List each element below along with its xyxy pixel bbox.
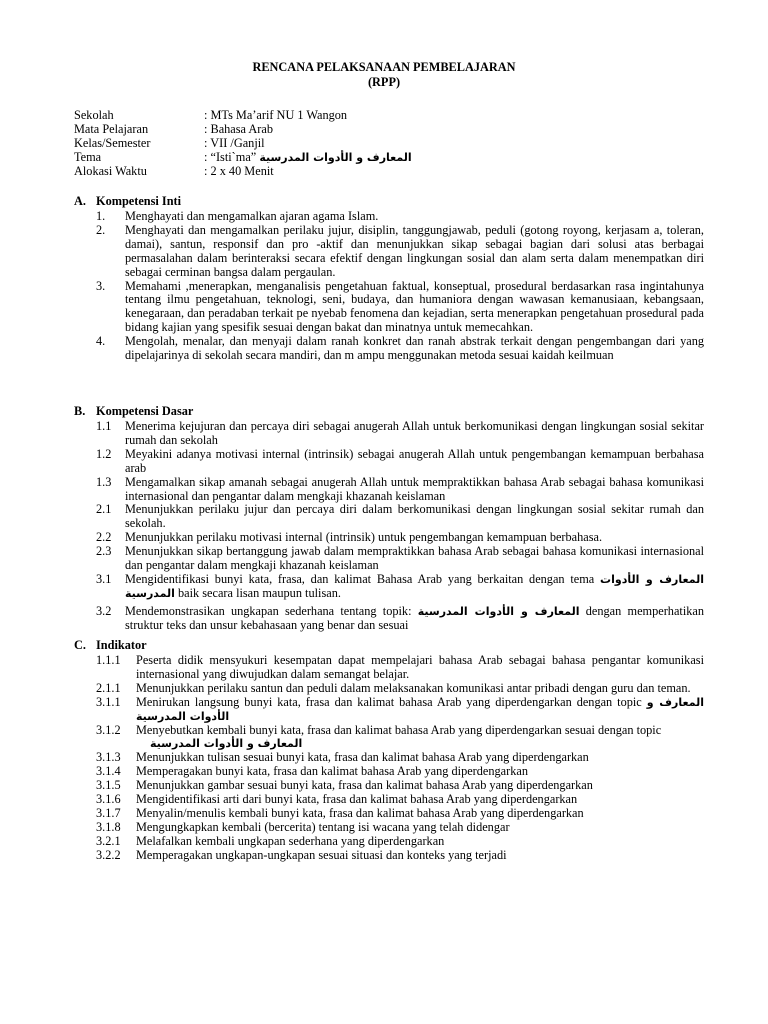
list-item: 1.1 Menerima kejujuran dan percaya diri sebagai anugerah Allah untuk berkomunikasi dengan lingkungan sosial sekitar rumah dan sekolah (96, 419, 704, 447)
arabic-theme-text: المعارف و الأدوات المدرسية (125, 572, 705, 600)
identity-value: : Bahasa Arab (204, 122, 273, 136)
list-item: 1.2 Meyakini adanya motivasi internal (intrinsik) sebagai anugerah Allah untuk pengembangan kemampuan berbahasa arab (96, 446, 704, 475)
section-indikator (74, 639, 704, 863)
list-item: 3.1.1 Menirukan langsung bunyi kata, frasa dan kalimat bahasa Arab yang diperdengarkan dengan topic المعارف و الأدوات المدرسية (96, 694, 704, 723)
arabic-theme-text: المعارف و الأدوات المدرسية (417, 604, 580, 618)
identity-value: : “Isti`ma” (204, 150, 257, 164)
list-item: 3.1.2 Menyebutkan kembali bunyi kata, frasa dan kalimat bahasa Arab yang diperdengarkan sesuai dengan topic المعارف و الأدوات المدرسية (96, 722, 662, 751)
arabic-theme-text: المعارف و الأدوات المدرسية (150, 737, 303, 751)
section-heading: C. Indikator (74, 638, 147, 652)
identity-label: Sekolah (74, 108, 114, 122)
list-item: 3.1.5 Menunjukkan gambar sesuai bunyi kata, frasa dan kalimat bahasa Arab yang diperdengarkan (96, 778, 593, 793)
section-kompetensi-inti (74, 195, 704, 363)
arabic-theme-text: المعارف و الأدوات المدرسية (136, 695, 704, 723)
list-item: 1.1.1 Peserta didik mensyukuri kesempatan dapat mempelajari bahasa Arab sebagai bahasa pengantar komunikasi internasional yang diwujudkan dalam semangat belajar. (96, 653, 704, 681)
section-heading: A. Kompetensi Inti (74, 194, 182, 208)
list-item: 1. Menghayati dan mengamalkan ajaran agama Islam. (96, 209, 379, 223)
identity-value: : 2 x 40 Menit (204, 164, 274, 178)
list-item: 3. Memahami ,menerapkan, menganalisis pengetahuan faktual, konseptual, prosedural berdasarkan rasa ingintahunya tentang ilmu pengetahuan, teknologi, seni, budaya, dan humaniora dengan wawasan kemanusiaan, kebangsaan, kenegaraan, dan peradaban terkait pe nyebab fenomena dan kejadian, serta menerapkan pengetahuan prosedural pada bidang kajian yang spesifik sesuai dengan bakat dan minatnya untuk memecahkan. (96, 278, 704, 335)
document-title (0, 61, 768, 91)
identity-label: Mata Pelajaran (74, 122, 149, 136)
list-item: 1.3 Mengamalkan sikap amanah sebagai anugerah Allah untuk mempraktikkan bahasa Arab sebagai bahasa komunikasi internasional dan pengantar dalam mengkaji khazanah keislaman (96, 474, 704, 503)
list-item: 3.1.3 Menunjukkan tulisan sesuai bunyi kata, frasa dan kalimat bahasa Arab yang diperdengarkan (96, 750, 589, 765)
identity-value: : VII /Ganjil (204, 136, 265, 150)
identity-row-school (74, 109, 412, 123)
section-kompetensi-dasar (74, 405, 704, 633)
identity-value: : MTs Ma’arif NU 1 Wangon (204, 108, 348, 122)
title-line-2: (RPP) (367, 75, 401, 89)
list-item: 2.2 Menunjukkan perilaku motivasi internal (intrinsik) untuk pengembangan kemampuan berbahasa. (96, 530, 603, 545)
list-item: 3.1.6 Mengidentifikasi arti dari bunyi kata, frasa dan kalimat bahasa Arab yang diperdengarkan (96, 792, 578, 807)
identity-row-theme (74, 151, 412, 165)
list-item: 2.3 Menunjukkan sikap bertanggung jawab dalam mempraktikkan bahasa Arab sebagai bahasa komunikasi internasional dan pengantar dalam mengkaji khazanah keislaman (96, 544, 704, 573)
identity-label: Kelas/Semester (74, 136, 151, 150)
list-item: 3.1.4 Memperagakan bunyi kata, frasa dan kalimat bahasa Arab yang diperdengarkan (96, 764, 528, 779)
list-item: 3.2.1 Melafalkan kembali ungkapan sederhana yang diperdengarkan (96, 833, 445, 848)
list-item: 2.1.1 Menunjukkan perilaku santun dan peduli dalam melaksanakan komunikasi antar pribadi dengan guru dan teman. (96, 680, 691, 695)
identity-label: Tema (74, 150, 102, 164)
identity-row-time (74, 165, 412, 179)
section-heading: B. Kompetensi Dasar (74, 404, 194, 418)
list-item: 2. Menghayati dan mengamalkan perilaku jujur, disiplin, tanggungjawab, peduli (gotong royong, kerjasam a, toleran, damai), santun, responsif dan pro -aktif dan menunjukkan sikap sebagai bagian dari solusi atas berbagai permasalahan dalam berinteraksi secara efektif dengan lingkungan sosial dan alam serta dalam menempatkan diri sebagai cerminan bangsa dalam pergaulan. (96, 222, 704, 279)
title-line-1: RENCANA PELAKSANAAN PEMBELAJARAN (252, 60, 516, 74)
list-item: 3.1.8 Mengungkapkan kembali (bercerita) tentang isi wacana yang telah didengar (96, 819, 510, 834)
list-item: 3.1.7 Menyalin/menulis kembali bunyi kata, frasa dan kalimat bahasa Arab yang diperdengarkan (96, 805, 584, 820)
list-item: 2.1 Menunjukkan perilaku jujur dan percaya diri dalam berkomunikasi dengan lingkungan sosial sekitar rumah dan sekolah. (96, 502, 704, 531)
list-item: 4. Mengolah, menalar, dan menyaji dalam ranah konkret dan ranah abstrak terkait dengan pengembangan dari yang dipelajarinya di sekolah secara mandiri, dan m ampu menggunakan metoda sesuai kaidah keilmuan (96, 334, 704, 363)
arabic-theme-text: المعارف و الأدوات المدرسية (259, 151, 412, 164)
list-item: 3.1 Mengidentifikasi bunyi kata, frasa, dan kalimat Bahasa Arab yang berkaitan dengan tema المعارف و الأدوات المدرسية baik secara lisan maupun tulisan. (96, 571, 705, 600)
list-item: 3.2.2 Memperagakan ungkapan-ungkapan sesuai situasi dan konteks yang terjadi (96, 847, 507, 862)
identity-row-subject (74, 123, 412, 137)
identity-block (74, 109, 412, 179)
list-item: 3.2 Mendemonstrasikan ungkapan sederhana tentang topik: المعارف و الأدوات المدرسية dengan memperhatikan struktur teks dan unsur kebahasaan yang benar dan sesuai (96, 603, 704, 632)
identity-row-class (74, 137, 412, 151)
identity-label: Alokasi Waktu (74, 164, 147, 178)
